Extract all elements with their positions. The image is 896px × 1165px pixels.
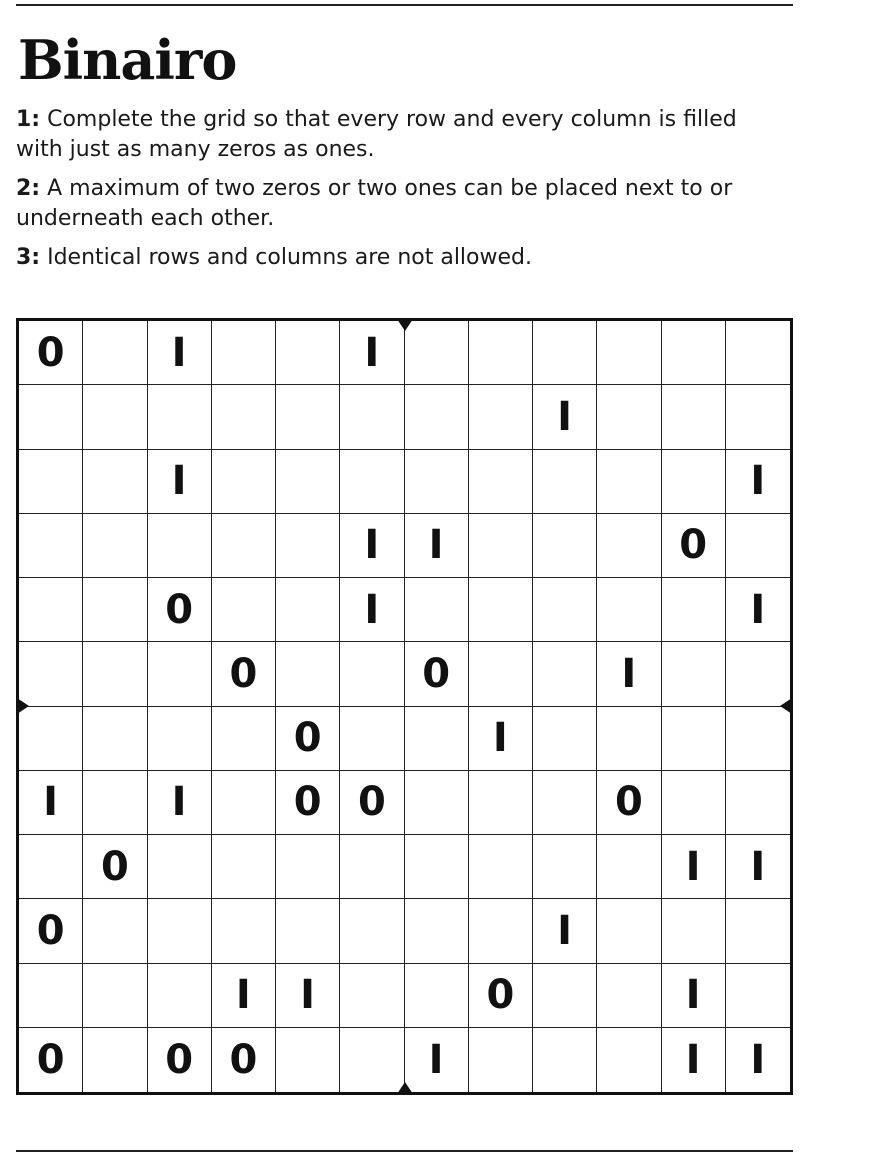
grid-cell[interactable] [726,514,790,578]
grid-cell[interactable]: 0 [148,578,212,642]
grid-cell[interactable] [726,964,790,1028]
grid-cell[interactable] [533,964,597,1028]
grid-cell[interactable] [405,771,469,835]
grid-cell[interactable] [662,385,726,449]
grid-cell[interactable] [83,964,147,1028]
grid-cell[interactable] [148,835,212,899]
grid-cell[interactable]: 0 [19,1028,83,1092]
grid-cell[interactable]: 0 [19,899,83,963]
grid-cell[interactable] [212,835,276,899]
grid-cell[interactable] [83,899,147,963]
grid-cell[interactable] [340,964,404,1028]
grid-cell[interactable]: I [405,1028,469,1092]
grid-cell[interactable] [662,899,726,963]
grid-cell[interactable] [405,385,469,449]
grid-cell[interactable]: I [148,450,212,514]
grid-cell[interactable] [597,450,661,514]
grid-cell[interactable]: 0 [662,514,726,578]
grid-cell[interactable] [597,707,661,771]
grid-cell[interactable] [212,707,276,771]
grid-cell[interactable] [83,514,147,578]
grid-cell[interactable] [212,385,276,449]
grid-cell[interactable]: 0 [212,642,276,706]
grid-cell[interactable] [276,514,340,578]
grid-cell[interactable] [597,578,661,642]
grid-cell[interactable]: 0 [469,964,533,1028]
grid-cell[interactable] [340,1028,404,1092]
grid-cell[interactable] [340,385,404,449]
grid-cell[interactable]: I [726,578,790,642]
grid-cell[interactable]: I [726,450,790,514]
bottom-rule [16,1150,793,1152]
center-marker-right [780,698,792,714]
grid-cell[interactable]: I [405,514,469,578]
grid-cell[interactable]: I [662,964,726,1028]
grid-cell[interactable] [276,450,340,514]
grid-cell[interactable]: 0 [19,321,83,385]
rule-1-number: 1: [16,107,41,132]
grid-cell[interactable]: I [340,321,404,385]
grid-cell[interactable] [726,642,790,706]
grid-cell[interactable] [83,321,147,385]
grid-cell[interactable]: 0 [148,1028,212,1092]
rule-2 [16,174,786,234]
grid-cell[interactable] [212,450,276,514]
grid-cell[interactable] [405,835,469,899]
grid-cell[interactable] [662,450,726,514]
grid-cell[interactable] [469,578,533,642]
grid-cell[interactable]: 0 [340,771,404,835]
grid-cell[interactable] [340,450,404,514]
grid-cell[interactable] [533,707,597,771]
grid-cell[interactable]: I [726,835,790,899]
grid-cell[interactable] [597,899,661,963]
rule-2-text: A maximum of two zeros or two ones can be placed next to or underneath each other. [16,176,733,231]
grid-cell[interactable] [340,707,404,771]
grid-cell[interactable]: I [662,835,726,899]
grid-cell[interactable]: I [340,514,404,578]
puzzle-board [16,318,793,1095]
grid-cell[interactable] [83,771,147,835]
grid-cell[interactable]: I [533,899,597,963]
grid-cell[interactable]: I [662,1028,726,1092]
grid-cell[interactable] [469,385,533,449]
rules-list [16,105,786,282]
grid-cell[interactable]: I [148,321,212,385]
grid-cell[interactable] [469,1028,533,1092]
grid-cell[interactable] [148,385,212,449]
grid-cell[interactable] [276,578,340,642]
grid-cell[interactable] [469,642,533,706]
grid-cell[interactable] [533,1028,597,1092]
grid-cell[interactable]: I [533,385,597,449]
grid-cell[interactable] [726,321,790,385]
puzzle-title: Binairo [18,28,237,92]
center-marker-bottom [397,1082,413,1094]
grid-cell[interactable] [469,899,533,963]
grid-cell[interactable] [662,578,726,642]
grid-cell[interactable] [405,321,469,385]
grid-cell[interactable] [533,771,597,835]
grid-cell[interactable] [662,642,726,706]
grid-cell[interactable] [469,835,533,899]
grid-cell[interactable]: I [19,771,83,835]
grid-cell[interactable]: 0 [276,771,340,835]
grid-cell[interactable] [597,321,661,385]
grid-cell[interactable] [726,899,790,963]
grid-cell[interactable] [19,964,83,1028]
grid-cell[interactable]: I [148,771,212,835]
grid-cell[interactable] [83,578,147,642]
grid-cell[interactable] [19,450,83,514]
grid-cell[interactable] [597,514,661,578]
rule-3-number: 3: [16,245,41,270]
grid-cell[interactable] [276,385,340,449]
binairo-grid [16,318,793,1095]
grid-cell[interactable] [212,321,276,385]
grid-cell[interactable] [469,771,533,835]
grid-cell[interactable] [148,707,212,771]
rule-1 [16,105,786,165]
grid-cell[interactable] [405,450,469,514]
grid-cell[interactable] [726,771,790,835]
center-marker-left [17,698,29,714]
grid-cell[interactable] [469,450,533,514]
grid-cell[interactable] [19,514,83,578]
grid-cell[interactable] [19,707,83,771]
grid-cell[interactable] [148,514,212,578]
grid-cell[interactable] [469,514,533,578]
grid-cell[interactable] [662,321,726,385]
grid-cell[interactable] [533,450,597,514]
grid-cell[interactable] [533,321,597,385]
grid-cell[interactable] [405,964,469,1028]
grid-cell[interactable] [597,835,661,899]
grid-cell[interactable] [662,707,726,771]
grid-cell[interactable] [212,514,276,578]
rule-3 [16,243,786,273]
grid-cell[interactable] [533,514,597,578]
center-marker-top [397,319,413,331]
grid-cell[interactable] [19,835,83,899]
grid-cell[interactable] [276,321,340,385]
grid-cell[interactable]: I [276,964,340,1028]
grid-cell[interactable]: I [212,964,276,1028]
grid-cell[interactable] [83,642,147,706]
rule-1-text: Complete the grid so that every row and every column is filled with just as many zeros as ones. [16,107,737,162]
grid-cell[interactable] [276,899,340,963]
grid-cell[interactable] [83,385,147,449]
grid-cell[interactable]: 0 [83,835,147,899]
grid-cell[interactable] [597,1028,661,1092]
grid-cell[interactable]: I [469,707,533,771]
grid-cell[interactable] [597,964,661,1028]
grid-cell[interactable] [276,642,340,706]
grid-cell[interactable] [405,707,469,771]
grid-cell[interactable] [212,899,276,963]
grid-cell[interactable] [533,835,597,899]
grid-cell[interactable]: 0 [597,771,661,835]
grid-cell[interactable] [533,578,597,642]
grid-cell[interactable] [726,385,790,449]
grid-cell[interactable] [533,642,597,706]
grid-cell[interactable]: I [750,1036,766,1083]
grid-cell[interactable] [276,1028,340,1092]
grid-cell[interactable] [726,707,790,771]
grid-cell[interactable] [340,835,404,899]
grid-cell[interactable]: I [340,578,404,642]
grid-cell[interactable] [276,835,340,899]
grid-cell[interactable] [405,578,469,642]
grid-cell[interactable] [405,899,469,963]
grid-cell[interactable]: 0 [405,642,469,706]
grid-cell[interactable] [148,899,212,963]
grid-cell[interactable] [148,964,212,1028]
grid-cell[interactable] [19,642,83,706]
grid-cell[interactable] [19,578,83,642]
top-rule [16,4,793,6]
grid-cell[interactable]: 0 [276,707,340,771]
grid-cell[interactable]: I [597,642,661,706]
grid-cell[interactable] [340,899,404,963]
grid-cell[interactable] [597,385,661,449]
grid-cell[interactable] [340,642,404,706]
grid-cell[interactable] [469,321,533,385]
grid-cell[interactable] [19,385,83,449]
grid-cell[interactable] [83,450,147,514]
grid-cell[interactable] [212,578,276,642]
grid-cell[interactable] [83,1028,147,1092]
grid-cell[interactable] [662,771,726,835]
rule-2-number: 2: [16,176,41,201]
grid-cell[interactable] [212,771,276,835]
grid-cell[interactable] [83,707,147,771]
rule-3-text: Identical rows and columns are not allowed. [40,245,532,270]
grid-cell[interactable] [148,642,212,706]
grid-cell[interactable]: 0 [212,1028,276,1092]
